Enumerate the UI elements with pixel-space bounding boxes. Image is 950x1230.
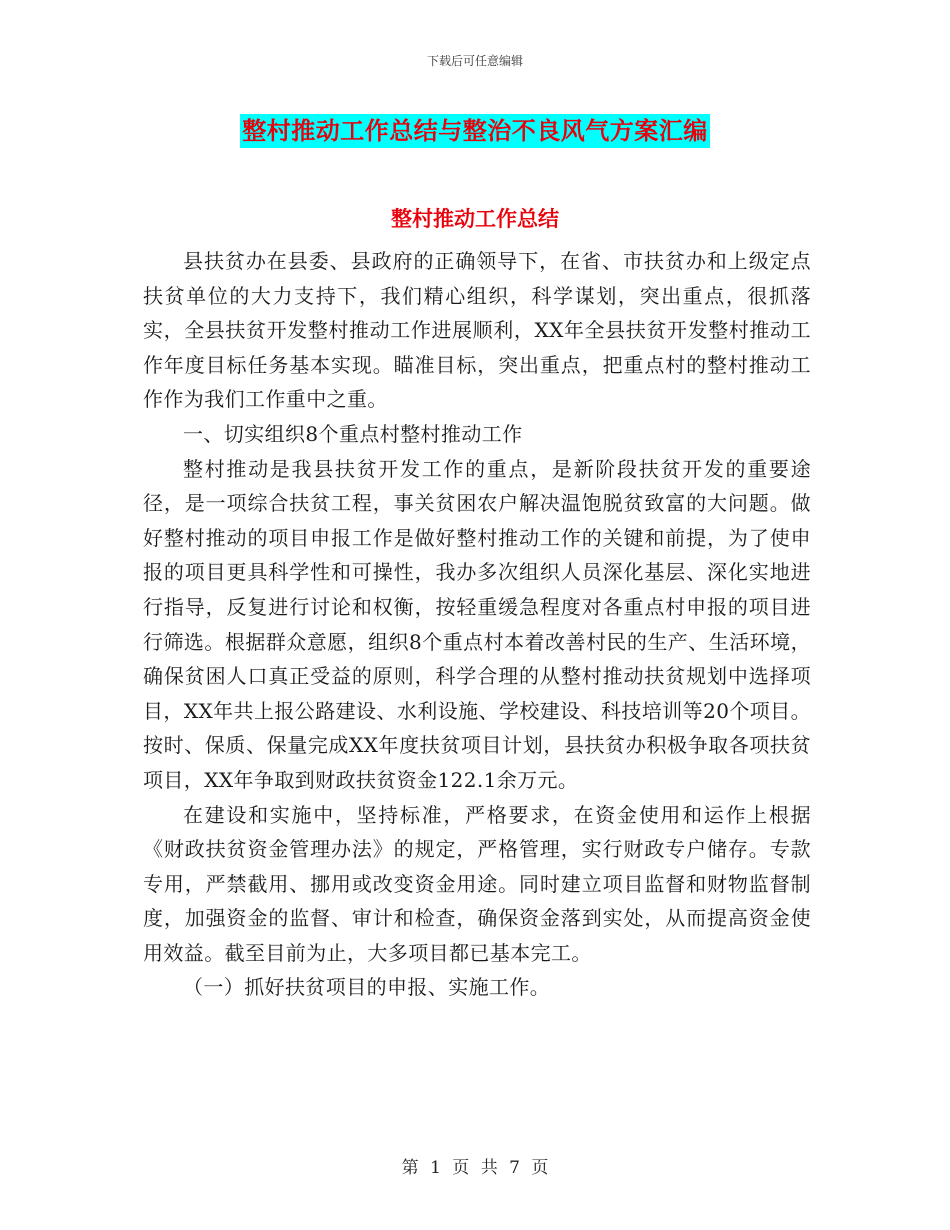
paragraph: 整村推动是我县扶贫开发工作的重点，是新阶段扶贫开发的重要途径，是一项综合扶贫工程，事关贫困农户解决温饱脱贫致富的大问题。做好整村推动的项目申报工作是做好整村推动工作的关键和前提，为了使申报的项目更具科学性和可操性，我办多次组织人员深化基层、深化实地进行指导，反复进行讨论和权衡，按轻重缓急程度对各重点村申报的项目进行筛选。根据群众意愿，组织8个重点村本着改善村民的生产、生活环境，确保贫困人口真正受益的原则，科学合理的从整村推动扶贫规划中选择项目，XX年共上报公路建设、水利设施、学校建设、科技培训等20个项目。按时、保质、保量完成XX年度扶贫项目计划，县扶贫办积极争取各项扶贫项目，XX年争取到财政扶贫资金122.1余万元。 (143, 456, 811, 792)
section-title: 整村推动工作总结 (391, 206, 559, 231)
main-title: 整村推动工作总结与整治不良风气方案汇编 (240, 114, 710, 148)
paragraph: 一、切实组织8个重点村整村推动工作 (183, 421, 523, 446)
header-note: 下载后可任意编辑 (426, 54, 523, 68)
document-body (143, 244, 811, 1005)
main-title-container (0, 114, 950, 148)
paragraph: 在建设和实施中，坚持标准，严格要求，在资金使用和运作上根据《财政扶贫资金管理办法》的规定，严格管理，实行财政专户储存。专款专用，严禁截用、挪用或改变资金用途。同时建立项目监督和财物监督制度，加强资金的监督、审计和检查，确保资金落到实处，从而提高资金使用效益。截至目前为止，大多项目都已基本完工。 (143, 802, 811, 965)
paragraph: （一）抓好扶贫项目的申报、实施工作。 (183, 975, 551, 1000)
page-footer: 第 1 页 共 7 页 (401, 1158, 549, 1178)
paragraph: 县扶贫办在县委、县政府的正确领导下，在省、市扶贫办和上级定点扶贫单位的大力支持下，我们精心组织，科学谋划，突出重点，很抓落实，全县扶贫开发整村推动工作进展顺利，XX年全县扶贫开发整村推动工作年度目标任务基本实现。瞄准目标，突出重点，把重点村的整村推动工作作为我们工作重中之重。 (143, 249, 811, 412)
